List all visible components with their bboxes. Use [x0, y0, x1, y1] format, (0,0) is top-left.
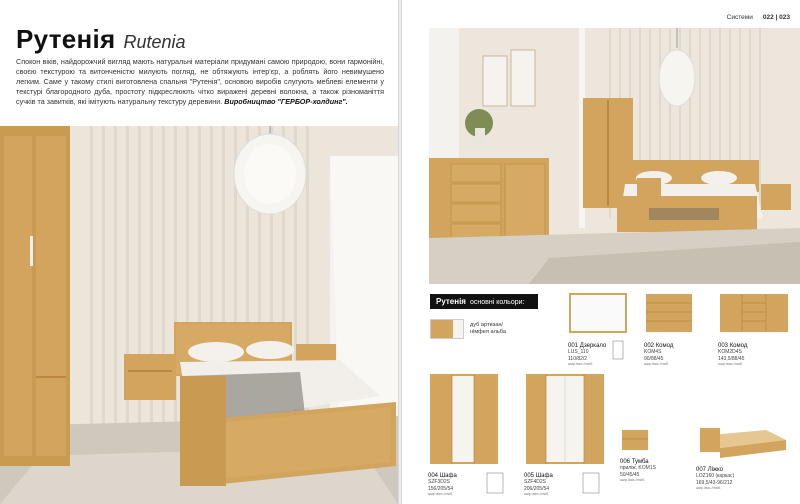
intro-paragraph	[16, 57, 384, 107]
color-swatch	[430, 319, 464, 339]
swatch-label	[470, 322, 506, 336]
product-007-type: Ліжко	[707, 467, 724, 473]
product-006-num: 006	[620, 459, 631, 465]
wardrobe-3d-sketch	[486, 472, 504, 494]
mirror-illustration	[568, 292, 628, 334]
colors-title-rest: основні кольори:	[469, 299, 525, 306]
product-004-num: 004	[428, 473, 439, 479]
product-006-type: Тумба	[631, 459, 649, 465]
product-003-model: KOM2D4S	[718, 349, 742, 355]
intro-manufacturer: Виробництво "ГЕРБОР-холдинг".	[224, 97, 348, 106]
product-001-model: LUS_110	[568, 349, 589, 355]
product-002-num: 002	[644, 343, 655, 349]
product-007-num: 007	[696, 467, 707, 473]
product-005	[524, 372, 614, 496]
wardrobe-4d-sketch	[582, 472, 600, 494]
product-004-model: SZF3D2S	[428, 479, 450, 485]
product-003-dims: 143,5/88/45	[718, 355, 745, 362]
page-header	[727, 14, 790, 21]
product-006-tiny: шир./вис./глиб.	[620, 478, 645, 482]
product-004-dims: 156/205/54	[428, 485, 454, 492]
colors-title	[430, 294, 538, 309]
wardrobe-3d-illustration	[428, 372, 500, 466]
dresser-2d4s-illustration	[718, 292, 790, 334]
product-004	[428, 372, 518, 496]
product-006-dims: 50/45/45	[620, 471, 640, 478]
swatch-white	[453, 320, 463, 338]
product-003-type: Комод	[729, 343, 748, 349]
product-001-type: Дзеркало	[579, 343, 607, 349]
product-005-tiny: шир./вис./глиб.	[524, 492, 549, 496]
product-001	[568, 292, 634, 366]
product-006	[620, 428, 684, 482]
product-002-tiny: шир./вис./глиб.	[644, 362, 669, 366]
bedroom-photo-left	[0, 126, 398, 504]
product-002-dims: 90/88/45	[644, 355, 664, 362]
right-page	[402, 0, 800, 504]
product-005-model: SZF4D2S	[524, 479, 546, 485]
product-005-num: 005	[524, 473, 535, 479]
product-005-type: Шафа	[535, 473, 553, 479]
product-002-type: Комод	[655, 343, 674, 349]
product-001-num: 001	[568, 343, 579, 349]
wardrobe-4d-illustration	[524, 372, 606, 466]
product-007	[696, 422, 796, 490]
swatch-label-line1: дуб артизан/	[470, 322, 503, 328]
page-numbers: 022 | 023	[762, 14, 790, 21]
swatch-label-line2: німфея альба	[470, 329, 506, 335]
product-003-num: 003	[718, 343, 729, 349]
product-002-model: KOM4S	[644, 349, 662, 355]
product-004-tiny: шир./вис./глиб.	[428, 492, 453, 496]
collection-title-en: Rutenia	[123, 32, 186, 52]
product-007-dims: 169,5/43-96/212	[696, 479, 733, 486]
dresser-4s-illustration	[644, 292, 694, 334]
section-label: Системи	[726, 14, 753, 21]
mirror-sketch	[612, 340, 624, 360]
nightstand-illustration	[620, 428, 650, 452]
bedroom-photo-right	[429, 28, 800, 284]
product-007-tiny: шир./вис./глиб.	[696, 486, 721, 490]
product-001-dims: 110/82/2	[568, 355, 588, 362]
title-row	[16, 24, 186, 55]
product-003-tiny: шир./вис./глиб.	[718, 362, 743, 366]
product-006-model: приліж. KOM1S	[620, 465, 656, 471]
left-page	[0, 0, 398, 504]
bed-illustration	[696, 422, 790, 460]
colors-title-name: Рутенія	[436, 297, 466, 306]
product-005-dims: 206/205/54	[524, 485, 550, 492]
swatch-oak	[431, 320, 453, 338]
product-004-type: Шафа	[439, 473, 457, 479]
collection-title-ua: Рутенія	[16, 24, 116, 54]
product-003	[718, 292, 794, 366]
product-001-tiny: шир./вис./глиб.	[568, 362, 593, 366]
product-007-model: LOZ160 (каркас)	[696, 473, 735, 479]
product-002	[644, 292, 710, 366]
swatch-row	[430, 319, 538, 339]
intro-text: Спокон віків, найдорожчий вигляд мають натуральні матеріали придумані самою природою, вони гармонійні, своєю текстурою та витонченістю милують погляд, не обтяжують інтер'єр, а роблять його невимушено легким. Саме у такому стилі виготовлена спальня "Рутенія", основою виробів слугують меблеві елементи у текстурі благородного дуба, простоту підкреслюють чітко виражені деревні волокна, а також різноманіття сучків та завитків, які імітують натуральну текстуру деревини.	[16, 57, 384, 106]
main-colors-box	[430, 294, 538, 352]
